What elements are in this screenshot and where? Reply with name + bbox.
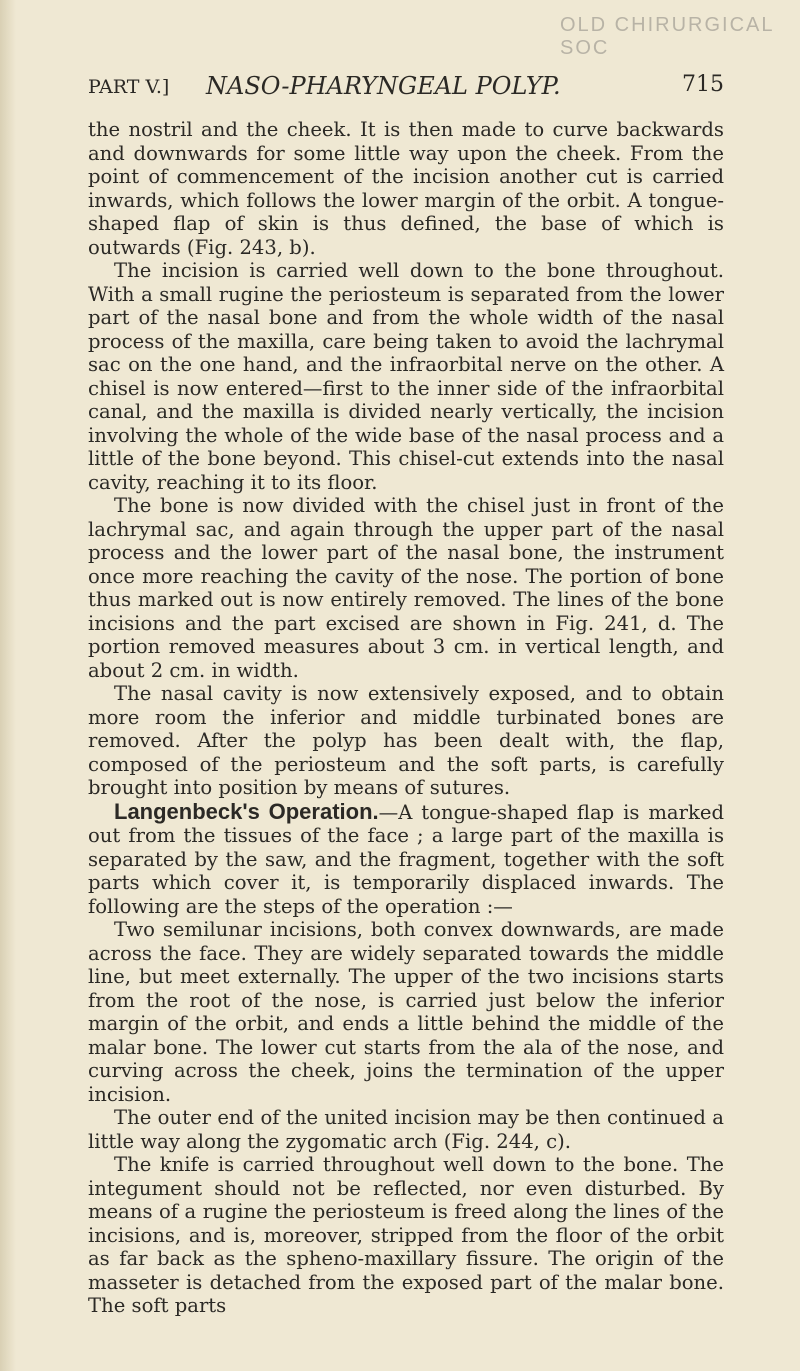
running-title: NASO-PHARYNGEAL POLYP. — [206, 72, 561, 100]
paragraph-1: the nostril and the cheek. It is then made to curve backwards and downwards for some little way upon the cheek. From the point of commencement of the incision another cut is carried inwards, which follows the lower margin of the orbit. A tongue-shaped flap of skin is thus defined, the base of which is outwards (Fig. 243, b). — [88, 118, 724, 259]
page-edge-stain — [0, 0, 16, 1371]
body-text — [88, 118, 724, 1318]
part-label: PART V.] — [88, 76, 170, 98]
paragraph-7: The knife is carried throughout well down to the bone. The integument should not be reflected, nor even disturbed. By means of a rugine the periosteum is freed along the lines of the incisions, and is, moreover, stripped from the floor of the orbit as far back as the spheno-maxillary fissure. The origin of the masseter is detached from the exposed part of the malar bone. The soft parts — [88, 1153, 724, 1317]
paragraph-3: The bone is now divided with the chisel just in front of the lachrymal sac, and again through the upper part of the nasal process and the lower part of the nasal bone, the instrument once more reaching the cavity of the nose. The portion of bone thus marked out is now entirely removed. The lines of the bone incisions and the part excised are shown in Fig. 241, d. The portion removed measures about 3 cm. in vertical length, and about 2 cm. in width. — [88, 494, 724, 682]
paragraph-5: Two semilunar incisions, both convex downwards, are made across the face. They are widely separated towards the middle line, but meet externally. The upper of the two incisions starts from the root of the nose, is carried just below the inferior margin of the orbit, and ends a little behind the middle of the malar bone. The lower cut starts from the ala of the nose, and curving across the cheek, joins the termination of the upper incision. — [88, 918, 724, 1106]
section-heading: Langenbeck's Operation. — [114, 798, 379, 824]
paragraph-6: The outer end of the united incision may be then continued a little way along the zygomatic arch (Fig. 244, c). — [88, 1106, 724, 1153]
paragraph-4: The nasal cavity is now extensively exposed, and to obtain more room the inferior and middle turbinated bones are removed. After the polyp has been dealt with, the flap, composed of the periosteum and the soft parts, is carefully brought into position by means of sutures. — [88, 682, 724, 799]
page-number: 715 — [682, 72, 724, 97]
paragraph-2: The incision is carried well down to the bone throughout. With a small rugine the periosteum is separated from the lower part of the nasal bone and from the whole width of the nasal process of the maxilla, care being taken to avoid the lachrymal sac on the one hand, and the infraorbital nerve on the other. A chisel is now entered—first to the inner side of the infraorbital canal, and the maxilla is divided nearly vertically, the incision involving the whole of the wide base of the nasal process and a little of the bone beyond. This chisel-cut extends into the nasal cavity, reaching it to its floor. — [88, 259, 724, 494]
running-header — [88, 62, 724, 102]
section-text: —A tongue-shaped flap is marked out from the tissues of the face ; a large part of the maxilla is separated by the saw, and the fragment, together with the soft parts which cover it, is temporarily displaced inwards. The following are the steps of the operation :— — [88, 800, 724, 918]
library-stamp: OLD CHIRURGICAL SOC — [560, 14, 774, 59]
section-paragraph — [88, 800, 724, 919]
